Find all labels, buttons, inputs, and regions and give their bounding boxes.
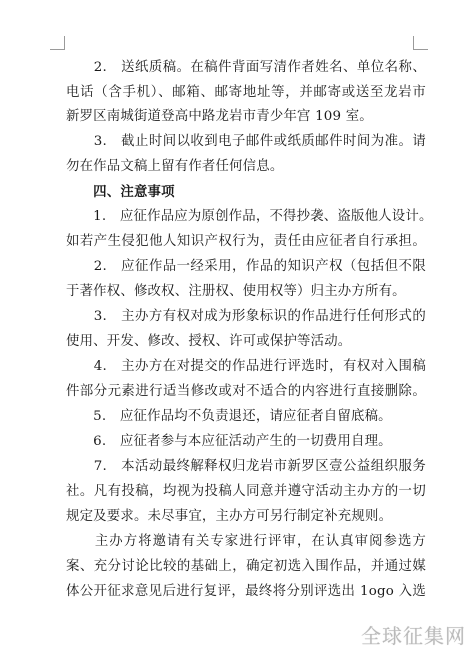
- section-heading: 四、注意事项: [66, 184, 175, 200]
- text-line: 于著作权、修改权、注册权、使用权等）归主办方所有。: [66, 284, 406, 299]
- text-line: 主办方将邀请有关专家进行评审，在认真审阅参选方: [66, 534, 426, 549]
- text-line: 2. 送纸质稿。在稿件背面写清作者姓名、单位名称、: [66, 60, 426, 75]
- text-line: 勿在作品文稿上留有作者任何信息。: [66, 159, 284, 174]
- text-line: 案、充分讨论比较的基础上，确定初选入围作品，并通过媒: [66, 559, 426, 574]
- text-line: 3. 主办方有权对成为形象标识的作品进行任何形式的: [66, 309, 426, 324]
- text-line: 如若产生侵犯他人知识产权行为，责任由应征者自行承担。: [66, 234, 426, 249]
- text-line: 3. 截止时间以收到电子邮件或纸质邮件时间为准。请: [66, 134, 426, 149]
- text-line: 件部分元素进行适当修改或对不适合的内容进行直接删除。: [66, 384, 426, 399]
- text-line: 新罗区南城街道登高中路龙岩市青少年宫 109 室。: [66, 109, 373, 124]
- crop-mark-top-left-v: [64, 36, 65, 50]
- text-line: 社。凡有投稿，均视为投稿人同意并遵守活动主办方的一切: [66, 484, 426, 499]
- text-line: 4. 主办方在对提交的作品进行评选时，有权对入围稿: [66, 359, 426, 374]
- text-line: 使用、开发、修改、授权、许可或保护等活动。: [66, 334, 352, 349]
- crop-mark-top-right-h: [414, 49, 428, 50]
- site-watermark: 全球征集网: [361, 624, 466, 648]
- text-line: 规定及要求。未尽事宜，主办方可另行制定补充规则。: [66, 509, 393, 524]
- text-line: 体公开征求意见后进行复评，最终将分别评选出 1ogo 入选: [66, 584, 426, 599]
- crop-mark-top-right-v: [413, 36, 414, 50]
- text-line: 2. 应征作品一经采用，作品的知识产权（包括但不限: [66, 259, 426, 274]
- crop-mark-top-left-h: [50, 49, 64, 50]
- text-line: 1. 应征作品应为原创作品，不得抄袭、盗版他人设计。: [66, 209, 433, 224]
- text-line: 6. 应征者参与本应征活动产生的一切费用自理。: [66, 434, 392, 449]
- text-line: 电话（含手机）、邮箱、邮寄地址等，并邮寄或送至龙岩市: [66, 85, 426, 100]
- text-line: 5. 应征作品均不负责退还，请应征者自留底稿。: [66, 409, 392, 424]
- text-line: 7. 本活动最终解释权归龙岩市新罗区壹公益组织服务: [66, 459, 426, 474]
